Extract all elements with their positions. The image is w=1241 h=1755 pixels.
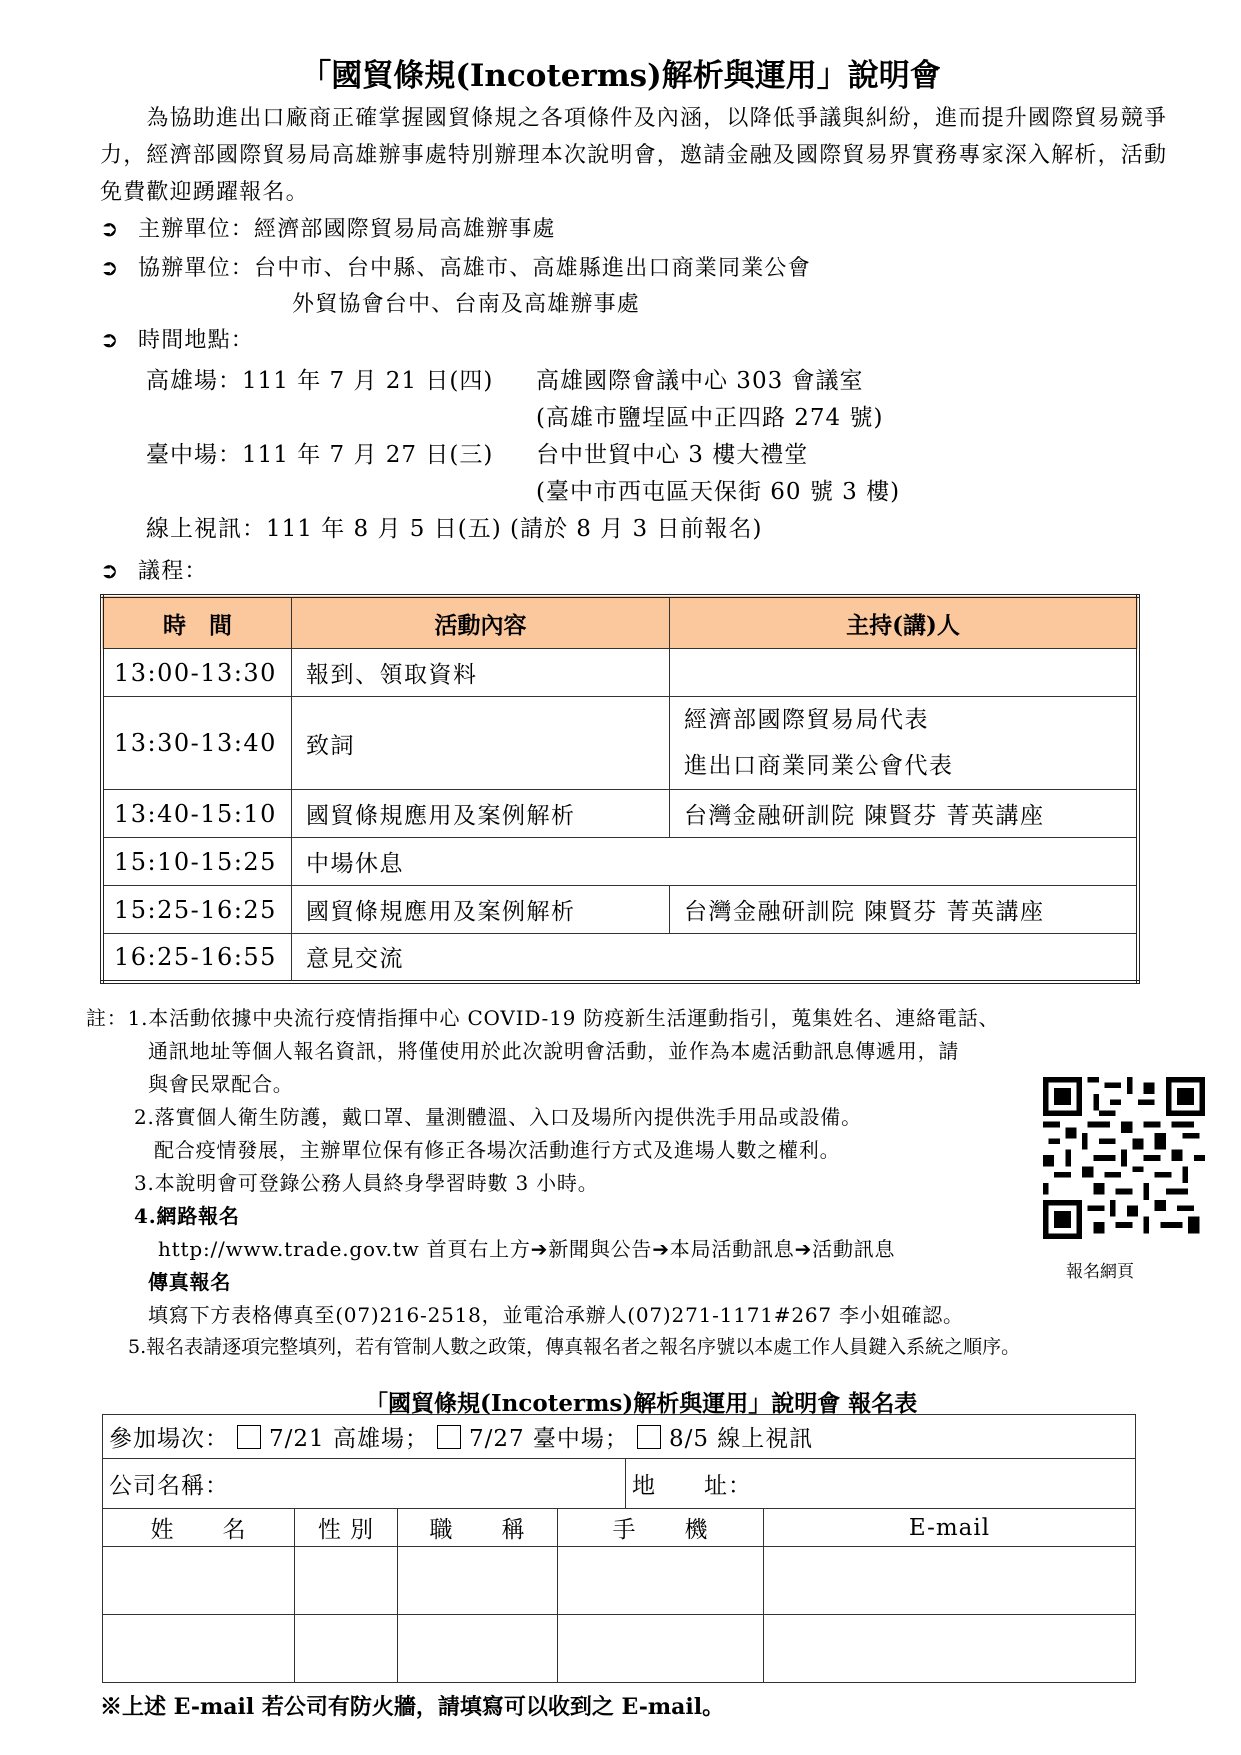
note-1-line-3: 與會民眾配合。 <box>148 1072 294 1096</box>
note-2-line-2: 配合疫情發展，主辦單位保有修正各場次活動進行方式及進場人數之權利。 <box>154 1138 841 1162</box>
arrow-bullet-icon: ➲ <box>100 328 120 353</box>
agenda-time: 13:30-13:40 <box>102 697 291 790</box>
organizer-text: 主辦單位：經濟部國際貿易局高雄辦事處 <box>138 217 556 242</box>
note-1-line-1: 註：1.本活動依據中央流行疫情指揮中心 COVID-19 防疫新生活運動指引，蒐集姓名、連絡電話、 <box>86 1006 1000 1030</box>
agenda-content: 報到、領取資料 <box>291 649 669 697</box>
agenda-host: 台灣金融研訓院 陳賢芬 菁英講座 <box>669 886 1138 934</box>
note-3: 3.本說明會可登錄公務人員終身學習時數 3 小時。 <box>134 1171 599 1195</box>
taichung-session: 臺中場：111 年 7 月 27 日(三) <box>146 442 494 468</box>
agenda-host-line: 進出口商業同業公會代表 <box>683 753 954 779</box>
note-2-line-1: 2.落實個人衛生防護，戴口罩、量測體溫、入口及場所內提供洗手用品或設備。 <box>134 1105 862 1129</box>
agenda-content: 意見交流 <box>291 934 1138 982</box>
form-entry-row <box>103 1547 1136 1615</box>
coorganizer-line <box>100 251 811 282</box>
kaohsiung-venue: 高雄國際會議中心 303 會議室 <box>536 368 864 394</box>
mobile-field[interactable] <box>558 1615 764 1683</box>
agenda-header-time: 時 間 <box>102 596 291 649</box>
organizer-line <box>100 212 556 243</box>
registration-form <box>102 1414 1136 1683</box>
agenda-row <box>102 790 1138 838</box>
coorganizer-text: 協辦單位：台中市、台中縣、高雄市、高雄縣進出口商業同業公會 <box>138 256 811 281</box>
arrow-bullet-icon: ➲ <box>100 256 120 281</box>
agenda-time: 16:25-16:55 <box>102 934 291 982</box>
document-title: 「國貿條規(Incoterms)解析與運用」說明會 <box>300 58 941 94</box>
gender-field[interactable] <box>295 1615 398 1683</box>
address-field[interactable] <box>626 1459 1136 1509</box>
agenda-content: 中場休息 <box>291 838 1138 886</box>
arrow-bullet-icon: ➲ <box>100 559 120 584</box>
agenda-header-content: 活動內容 <box>291 596 669 649</box>
note-1-line-2: 通訊地址等個人報名資訊，將僅使用於此次說明會活動，並作為本處活動訊息傳遞用，請 <box>148 1039 960 1063</box>
col-name-header: 姓 名 <box>103 1509 295 1547</box>
company-name-field[interactable] <box>103 1459 626 1509</box>
agenda-label-line <box>100 554 208 585</box>
qr-caption: 報名網頁 <box>1066 1262 1134 1282</box>
col-mobile-header: 手 機 <box>558 1509 764 1547</box>
fax-instructions: 填寫下方表格傳真至(07)216-2518，並電洽承辦人(07)271-1171#267 李小姐確認。 <box>148 1303 964 1327</box>
online-session: 線上視訊：111 年 8 月 5 日(五) (請於 8 月 3 日前報名) <box>146 516 763 542</box>
taichung-address: (臺中市西屯區天保街 60 號 3 樓) <box>536 479 901 505</box>
agenda-time: 15:10-15:25 <box>102 838 291 886</box>
checkbox-online[interactable] <box>637 1425 661 1449</box>
agenda-table <box>100 594 1140 984</box>
email-field[interactable] <box>764 1547 1136 1615</box>
kaohsiung-address: (高雄市鹽埕區中正四路 274 號) <box>536 405 884 431</box>
session-label: 參加場次： <box>109 1426 229 1452</box>
option-online: 8/5 線上視訊 <box>668 1426 814 1452</box>
agenda-time: 13:00-13:30 <box>102 649 291 697</box>
agenda-content: 致詞 <box>291 697 669 790</box>
agenda-row <box>102 697 1138 790</box>
registration-url[interactable]: http://www.trade.gov.tw 首頁右上方➔新聞與公告➔本局活動訊息➔活動訊息 <box>158 1237 896 1261</box>
fax-label: 傳真報名 <box>148 1270 232 1294</box>
agenda-host-line: 經濟部國際貿易局代表 <box>683 707 929 733</box>
address-label: 地 址： <box>632 1473 752 1499</box>
agenda-header-host: 主持(講)人 <box>669 596 1138 649</box>
form-header-row <box>103 1509 1136 1547</box>
job-title-field[interactable] <box>398 1547 558 1615</box>
name-field[interactable] <box>103 1615 295 1683</box>
gender-field[interactable] <box>295 1547 398 1615</box>
checkbox-taichung[interactable] <box>437 1425 461 1449</box>
col-email-header: E-mail <box>764 1509 1136 1547</box>
kaohsiung-session: 高雄場：111 年 7 月 21 日(四) <box>146 368 494 394</box>
form-title: 「國貿條規(Incoterms)解析與運用」說明會 報名表 <box>365 1390 918 1417</box>
note-4-label: 4.網路報名 <box>134 1204 240 1228</box>
agenda-row <box>102 649 1138 697</box>
option-taichung: 7/27 臺中場； <box>468 1426 629 1452</box>
agenda-row <box>102 886 1138 934</box>
session-cell <box>103 1415 1136 1459</box>
session-row <box>103 1415 1136 1459</box>
agenda-content: 國貿條規應用及案例解析 <box>291 886 669 934</box>
arrow-bullet-icon: ➲ <box>100 217 120 242</box>
taichung-venue: 台中世貿中心 3 樓大禮堂 <box>536 442 809 468</box>
note-5: 5.報名表請逐項完整填列，若有管制人數之政策，傳真報名者之報名序號以本處工作人員鍵入系統之順序。 <box>128 1336 1021 1358</box>
company-name-label: 公司名稱： <box>109 1473 229 1499</box>
qr-code-icon[interactable] <box>1043 1077 1205 1239</box>
intro-paragraph: 為協助進出口廠商正確掌握國貿條規之各項條件及內涵，以降低爭議與糾紛，進而提升國際貿易競爭力，經濟部國際貿易局高雄辦事處特別辦理本次說明會，邀請金融及國際貿易界實務專家深入解析，活動免費歡迎踴躍報名。 <box>100 106 1168 205</box>
agenda-label: 議程： <box>138 559 208 584</box>
mobile-field[interactable] <box>558 1547 764 1615</box>
col-title-header: 職 稱 <box>398 1509 558 1547</box>
agenda-host <box>669 649 1138 697</box>
col-gender-header: 性 別 <box>295 1509 398 1547</box>
option-kaohsiung: 7/21 高雄場； <box>269 1426 429 1452</box>
job-title-field[interactable] <box>398 1615 558 1683</box>
agenda-time: 15:25-16:25 <box>102 886 291 934</box>
form-entry-row <box>103 1615 1136 1683</box>
agenda-time: 13:40-15:10 <box>102 790 291 838</box>
agenda-content: 國貿條規應用及案例解析 <box>291 790 669 838</box>
name-field[interactable] <box>103 1547 295 1615</box>
agenda-host: 台灣金融研訓院 陳賢芬 菁英講座 <box>669 790 1138 838</box>
checkbox-kaohsiung[interactable] <box>237 1425 261 1449</box>
coorganizer-line-2: 外貿協會台中、台南及高雄辦事處 <box>292 292 641 317</box>
agenda-row <box>102 838 1138 886</box>
agenda-host <box>669 697 1138 790</box>
email-firewall-note: ※上述 E-mail 若公司有防火牆，請填寫可以收到之 E-mail。 <box>100 1694 725 1720</box>
email-field[interactable] <box>764 1615 1136 1683</box>
agenda-row <box>102 934 1138 982</box>
time-place-label: 時間地點： <box>138 328 255 353</box>
company-row <box>103 1459 1136 1509</box>
agenda-header-row <box>102 596 1138 649</box>
time-place-line <box>100 323 254 354</box>
